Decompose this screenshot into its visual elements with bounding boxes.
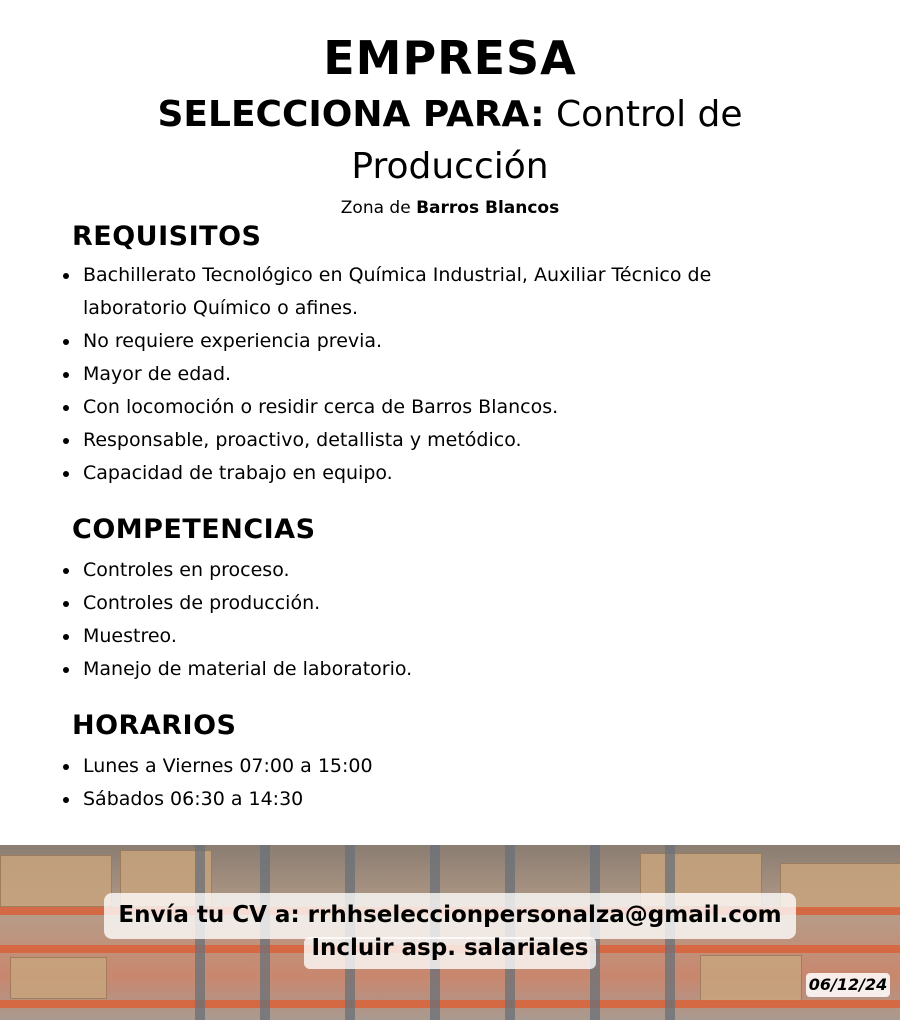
competencias-title: COMPETENCIAS	[72, 514, 316, 545]
requisitos-title: REQUISITOS	[72, 221, 262, 252]
list-item: Manejo de material de laboratorio.	[60, 653, 820, 686]
horarios-list	[60, 750, 820, 816]
competencias-list	[60, 554, 820, 686]
position-title-part1: Control de	[555, 94, 743, 135]
position-title-part2: Producción	[351, 146, 549, 187]
select-prefix: SELECCIONA PARA:	[157, 94, 545, 135]
list-item: Sábados 06:30 a 14:30	[60, 783, 820, 816]
salary-line: Incluir asp. salariales	[311, 935, 589, 961]
position-heading	[0, 92, 900, 138]
list-item: Controles de producción.	[60, 587, 820, 620]
horarios-title: HORARIOS	[72, 710, 237, 741]
list-item: Bachillerato Tecnológico en Química Industrial, Auxiliar Técnico de laboratorio Químico o afines.	[60, 259, 820, 325]
list-item: No requiere experiencia previa.	[60, 325, 820, 358]
requisitos-list	[60, 259, 820, 490]
zone-line	[0, 196, 900, 220]
list-item: Controles en proceso.	[60, 554, 820, 587]
list-item: Lunes a Viernes 07:00 a 15:00	[60, 750, 820, 783]
company-name: EMPRESA	[323, 31, 577, 85]
list-item: Capacidad de trabajo en equipo.	[60, 457, 820, 490]
list-item: Responsable, proactivo, detallista y metódico.	[60, 424, 820, 457]
zone-name: Barros Blancos	[416, 198, 560, 218]
zone-prefix: Zona de	[340, 198, 411, 218]
post-date: 06/12/24	[806, 973, 890, 997]
list-item: Muestreo.	[60, 620, 820, 653]
list-item: Con locomoción o residir cerca de Barros Blancos.	[60, 391, 820, 424]
list-item: Mayor de edad.	[60, 358, 820, 391]
cv-email-line[interactable]: Envía tu CV a: rrhhseleccionpersonalza@gmail.com	[118, 902, 782, 928]
